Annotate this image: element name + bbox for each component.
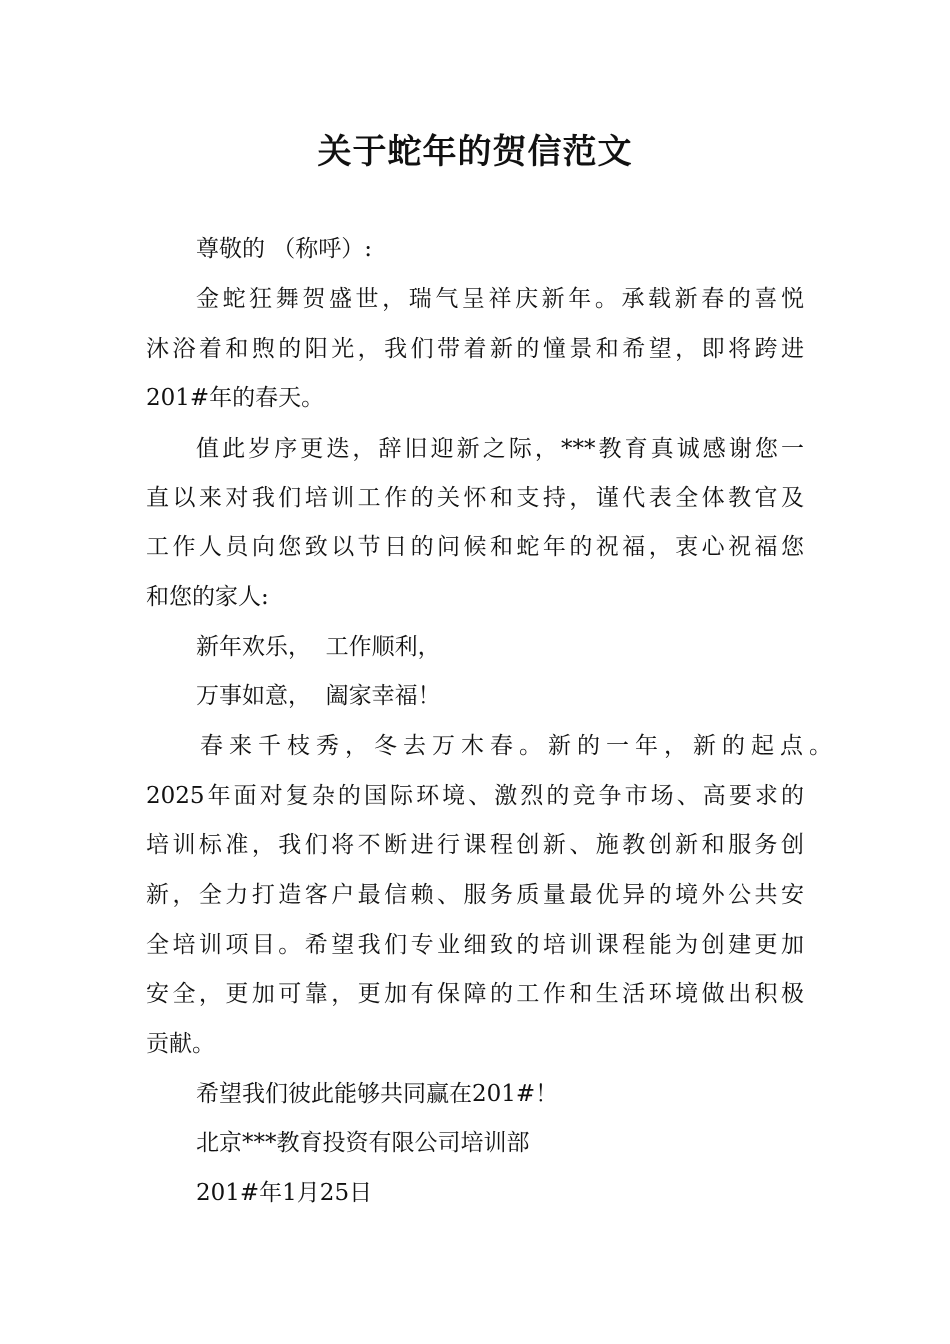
closing-line: 希望我们彼此能够共同赢在201#！ — [196, 1081, 559, 1107]
paragraph-2-line-3: 工作人员向您致以节日的问候和蛇年的祝福，衷心祝福您 — [146, 534, 804, 560]
paragraph-1-line-1: 金蛇狂舞贺盛世，瑞气呈祥庆新年。承载新春的喜悦 — [196, 286, 804, 312]
paragraph-1-line-2: 沐浴着和煦的阳光，我们带着新的憧景和希望，即将跨进 — [146, 336, 804, 362]
paragraph-3-line-3: 培训标准，我们将不断进行课程创新、施教创新和服务创 — [146, 832, 804, 858]
paragraph-3-line-4: 新，全力打造客户最信赖、服务质量最优异的境外公共安 — [146, 882, 804, 908]
wishes-line-1: 新年欢乐， 工作顺利， — [196, 634, 441, 660]
wishes-line-2: 万事如意， 阖家幸福！ — [196, 683, 441, 709]
paragraph-1-line-3: 201#年的春天。 — [146, 385, 325, 411]
paragraph-2-line-1: 值此岁序更迭，辞旧迎新之际，***教育真诚感谢您一 — [196, 436, 804, 462]
paragraph-3-line-7: 贡献。 — [146, 1031, 215, 1057]
paragraph-3-line-2: 2025年面对复杂的国际环境、激烈的竞争市场、高要求的 — [146, 783, 804, 809]
date: 201#年1月25日 — [196, 1180, 373, 1206]
paragraph-2-line-4: 和您的家人: — [146, 584, 269, 610]
document-title: 关于蛇年的贺信范文 — [317, 132, 633, 172]
paragraph-3-line-6: 安全，更加可靠，更加有保障的工作和生活环境做出积极 — [146, 981, 804, 1007]
paragraph-3-line-5: 全培训项目。希望我们专业细致的培训课程能为创建更加 — [146, 932, 804, 958]
paragraph-3-line-1: 春来千枝秀，冬去万木春。新的一年，新的起点。 — [200, 733, 832, 759]
salutation: 尊敬的 （称呼）: — [196, 236, 373, 262]
paragraph-2-line-2: 直以来对我们培训工作的关怀和支持，谨代表全体教官及 — [146, 485, 804, 511]
signature: 北京***教育投资有限公司培训部 — [196, 1130, 530, 1156]
